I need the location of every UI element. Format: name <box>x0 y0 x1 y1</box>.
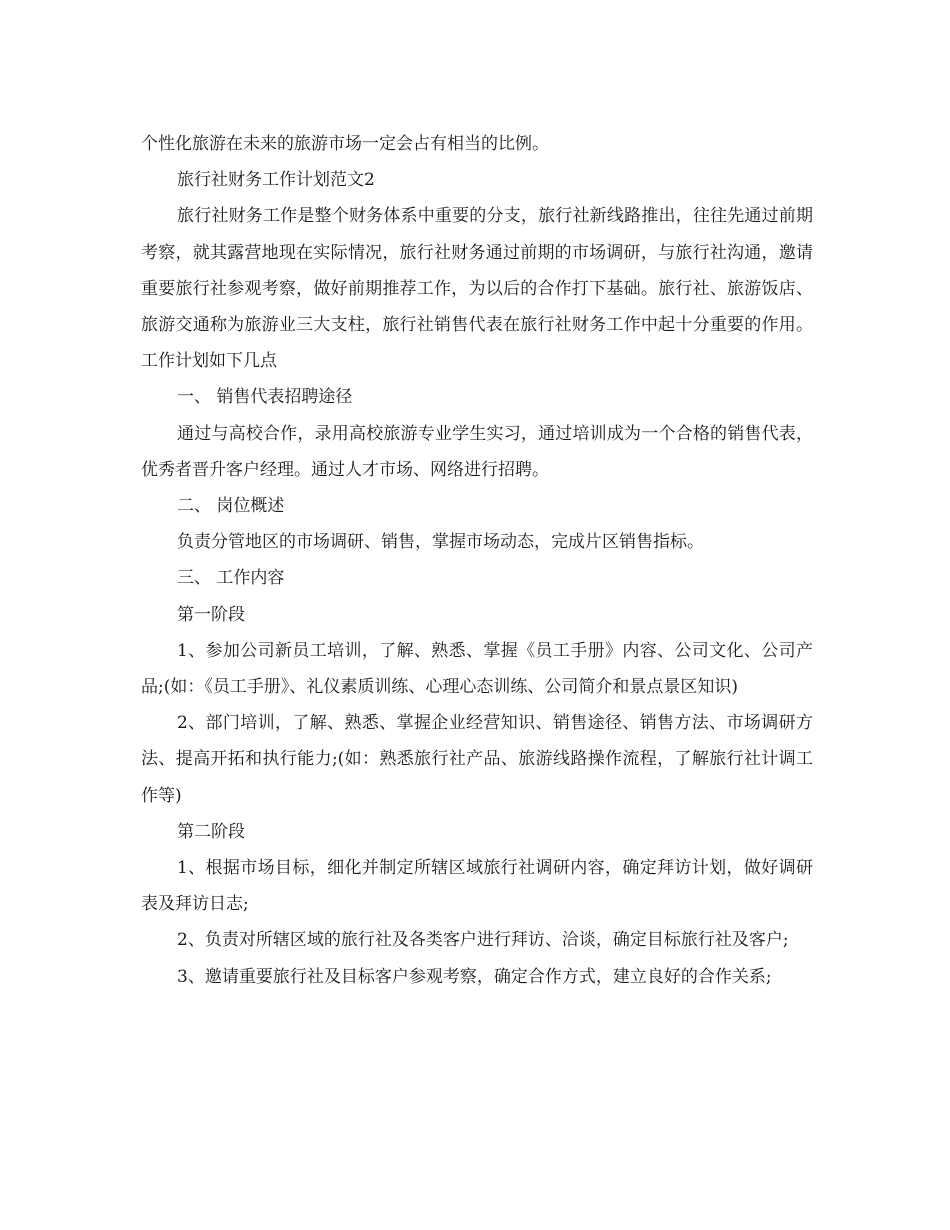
list-item-stage-two-3: 3、邀请重要旅行社及目标客户参观考察，确定合作方式，建立良好的合作关系; <box>177 966 772 987</box>
heading-recruitment: 一、 销售代表招聘途径 <box>177 387 353 408</box>
list-item-stage-two-1: 1、根据市场目标，细化并制定所辖区域旅行社调研内容，确定拜访计划，做好调研表及拜访日志; <box>141 858 813 915</box>
heading-stage-two: 第二阶段 <box>177 821 245 842</box>
heading-work-content: 三、 工作内容 <box>177 568 285 589</box>
list-item-stage-two-2: 2、负责对所辖区域的旅行社及各类客户进行拜访、洽谈，确定目标旅行社及客户; <box>177 930 789 951</box>
list-item-stage-one-1: 1、参加公司新员工培训，了解、熟悉、掌握《员工手册》内容、公司文化、公司产品;(如：《员工手册》、礼仪素质训练、心理心态训练、公司简介和景点景区知识) <box>141 640 813 698</box>
paragraph-overview: 旅行社财务工作是整个财务体系中重要的分支，旅行社新线路推出，往往先通过前期考察，就其露营地现在实际情况，旅行社财务通过前期的市场调研，与旅行社沟通，邀请重要旅行社参观考察，做好前期推荐工作，为以后的合作打下基础。旅行社、旅游饭店、旅游交通称为旅游业三大支柱，旅行社销售代表在旅行社财务工作中起十分重要的作用。工作计划如下几点 <box>141 206 813 372</box>
heading-position: 二、 岗位概述 <box>177 496 285 517</box>
section-title: 旅行社财务工作计划范文2 <box>177 170 375 191</box>
document-body <box>141 126 813 995</box>
paragraph-intro-tail: 个性化旅游在未来的旅游市场一定会占有相当的比例。 <box>141 134 549 154</box>
paragraph-recruitment: 通过与高校合作，录用高校旅游专业学生实习，通过培训成为一个合格的销售代表，优秀者晋升客户经理。通过人才市场、网络进行招聘。 <box>141 423 813 480</box>
heading-stage-one: 第一阶段 <box>177 604 245 625</box>
list-item-stage-one-2: 2、部门培训，了解、熟悉、掌握企业经营知识、销售途径、销售方法、市场调研方法、提高开拓和执行能力;(如：熟悉旅行社产品、旅游线路操作流程，了解旅行社计调工作等) <box>141 713 813 806</box>
paragraph-position: 负责分管地区的市场调研、销售，掌握市场动态，完成片区销售指标。 <box>177 532 704 553</box>
